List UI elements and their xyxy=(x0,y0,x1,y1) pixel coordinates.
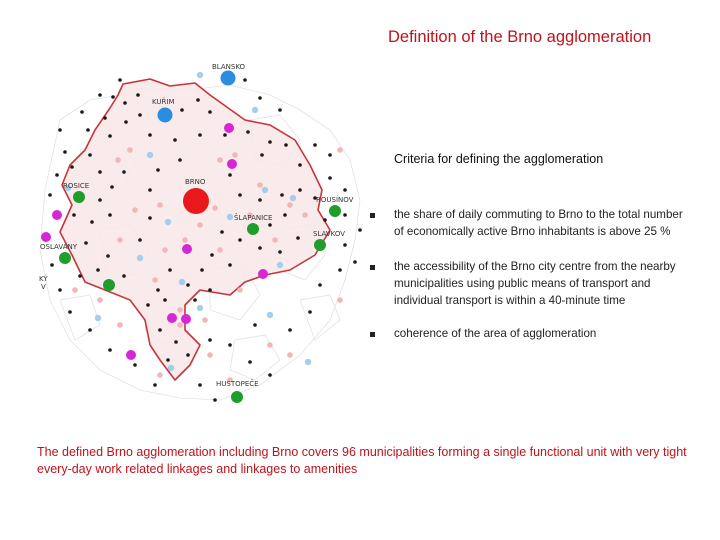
town-label-hustopece: HUSTOPEČE xyxy=(216,380,259,388)
town-label-kurim: KUŘIM xyxy=(152,98,175,106)
town-label-rousinov: ROUSÍNOV xyxy=(316,196,354,204)
bullet-marker xyxy=(370,213,375,218)
town-label-kyv-1: KÝ xyxy=(39,275,48,283)
criteria-item-text: coherence of the area of agglomeration xyxy=(394,327,597,340)
criteria-item xyxy=(370,258,688,309)
town-label-oslavany: OSLAVANY xyxy=(40,243,77,251)
criteria-list xyxy=(370,206,688,342)
slide-title: Definition of the Brno agglomeration xyxy=(388,28,652,46)
town-label-slavkov: SLAVKOV xyxy=(313,230,346,238)
brno-city-dot xyxy=(183,188,209,214)
town-label-rosice: ROSICE xyxy=(63,182,90,190)
town-label-blansko: BLANSKO xyxy=(212,63,246,71)
agglomeration-area-fill xyxy=(60,79,330,380)
criteria-item-text: the share of daily commuting to Brno to the total number of economically active Brno inhabitants is above 25 % xyxy=(394,208,683,238)
bullet-marker xyxy=(370,332,375,337)
criteria-item xyxy=(370,206,688,240)
town-label-brno: BRNO xyxy=(185,178,206,186)
criteria-item-text: the accessibility of the Brno city centre from the nearby municipalities using public means of transport and individual transport is within a 40-minute time xyxy=(394,260,676,307)
summary-text: The defined Brno agglomeration including Brno covers 96 municipalities forming a single functional unit with very tight every-day work related linkages and linkages to amenities xyxy=(37,445,687,476)
town-label-kyv-2: V xyxy=(41,283,46,291)
town-label-slapanice: ŠLAPANICE xyxy=(234,214,273,222)
agglomeration-map xyxy=(30,58,365,408)
criteria-item xyxy=(370,325,688,342)
bullet-marker xyxy=(370,265,375,270)
criteria-heading: Criteria for defining the agglomeration xyxy=(394,152,604,166)
